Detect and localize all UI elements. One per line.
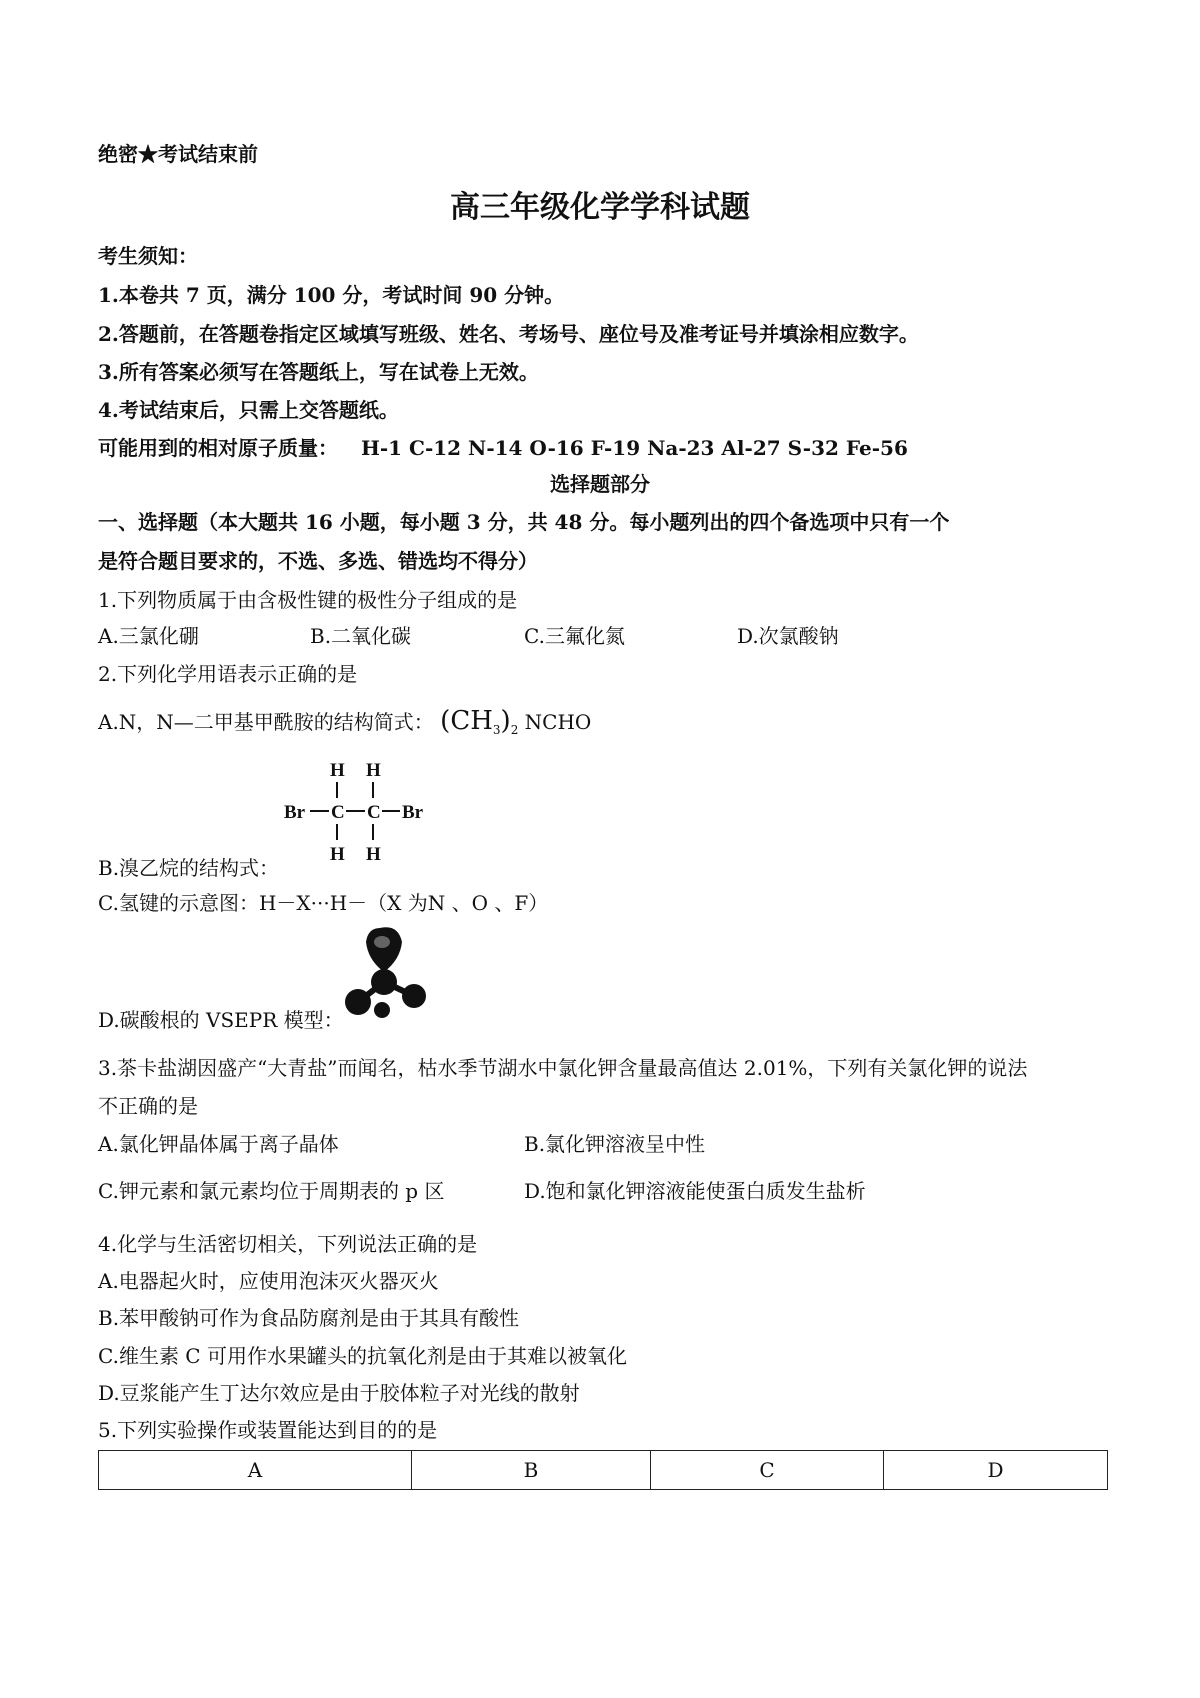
q1-option-a: A.三氯化硼 [98,624,199,648]
table-header-a: A [99,1451,412,1490]
section-title: 选择题部分 [550,472,650,496]
formula-sub3: 3 [492,723,501,737]
q2-option-a-prefix: A.N，N—二甲基甲酰胺的结构简式： [98,710,434,734]
q2-option-a [98,706,591,737]
q1-option-d: D.次氯酸钠 [737,624,839,648]
q4-option-b: B.苯甲酸钠可作为食品防腐剂是由于其具有酸性 [98,1306,520,1330]
struct-br-right: Br [402,802,424,823]
notice-item: 4.考试结束后，只需上交答题纸。 [98,398,399,422]
section-instruction-line1: 一、选择题（本大题共 16 小题，每小题 3 分，共 48 分。每小题列出的四个备选项中只有一个 [98,510,950,534]
q2-option-b: B.溴乙烷的结构式： [98,856,280,880]
q3-option-c: C.钾元素和氯元素均位于周期表的 p 区 [98,1179,445,1203]
struct-br-left: Br [284,802,306,823]
q2-option-c: C.氢键的示意图：H－X···H－（X 为N 、O 、F） [98,891,549,915]
bromoethane-structure [280,758,440,870]
struct-c-right: C [367,802,381,823]
struct-h-bottom-left: H [330,844,345,865]
q4-stem: 4.化学与生活密切相关，下列说法正确的是 [98,1232,478,1256]
atomic-mass-label: 可能用到的相对原子质量： [98,436,338,460]
atomic-mass-values: H-1 C-12 N-14 O-16 F-19 Na-23 Al-27 S-32 Fe-56 [360,436,908,460]
q5-stem: 5.下列实验操作或装置能达到目的的是 [98,1418,438,1442]
table-header-c: C [651,1451,884,1490]
lobe-highlight [374,936,390,948]
page-title: 高三年级化学学科试题 [450,190,750,225]
secret-label: 绝密★考试结束前 [98,142,258,166]
formula-tail: NCHO [518,710,592,734]
notice-item: 3.所有答案必须写在答题纸上，写在试卷上无效。 [98,360,539,384]
struct-h-bottom-right: H [366,844,381,865]
table-header-b: B [412,1451,651,1490]
q5-options-table [98,1450,1108,1490]
q1-option-b: B.二氧化碳 [310,624,412,648]
q2-option-d: D.碳酸根的 VSEPR 模型： [98,1008,344,1032]
notice-item: 2.答题前，在答题卷指定区域填写班级、姓名、考场号、座位号及准考证号并填涂相应数字。 [98,322,919,346]
q3-option-a: A.氯化钾晶体属于离子晶体 [98,1132,339,1156]
q1-stem: 1.下列物质属于由含极性键的极性分子组成的是 [98,588,518,612]
struct-c-left: C [331,802,345,823]
oxygen-atom [374,1002,390,1018]
q1-option-c: C.三氟化氮 [524,624,625,648]
q3-stem-line2: 不正确的是 [98,1094,198,1118]
lone-pair-lobe [366,927,402,972]
carbonate-vsepr-model [338,926,448,1018]
q2-stem: 2.下列化学用语表示正确的是 [98,662,358,686]
notice-heading: 考生须知： [98,244,198,268]
atomic-mass-line [98,432,908,461]
q3-option-b: B.氯化钾溶液呈中性 [524,1132,706,1156]
formula-sub2: 2 [510,723,519,737]
q4-option-c: C.维生素 C 可用作水果罐头的抗氧化剂是由于其难以被氧化 [98,1344,627,1368]
q3-stem-line1: 3.茶卡盐湖因盛产“大青盐”而闻名，枯水季节湖水中氯化钾含量最高值达 2.01%，下列有关氯化钾的说法 [98,1056,1028,1080]
q4-option-a: A.电器起火时，应使用泡沫灭火器灭火 [98,1269,439,1293]
q4-option-d: D.豆浆能产生丁达尔效应是由于胶体粒子对光线的散射 [98,1381,580,1405]
q3-option-d: D.饱和氯化钾溶液能使蛋白质发生盐析 [524,1179,866,1203]
formula-open: (CH [440,706,493,736]
struct-h-top-left: H [330,760,345,781]
table-header-d: D [884,1451,1108,1490]
table-row [99,1451,1108,1490]
formula-close: ) [500,706,511,736]
notice-item: 1.本卷共 7 页，满分 100 分，考试时间 90 分钟。 [98,283,565,307]
section-instruction-line2: 是符合题目要求的，不选、多选、错选均不得分） [98,549,538,573]
struct-h-top-right: H [366,760,381,781]
